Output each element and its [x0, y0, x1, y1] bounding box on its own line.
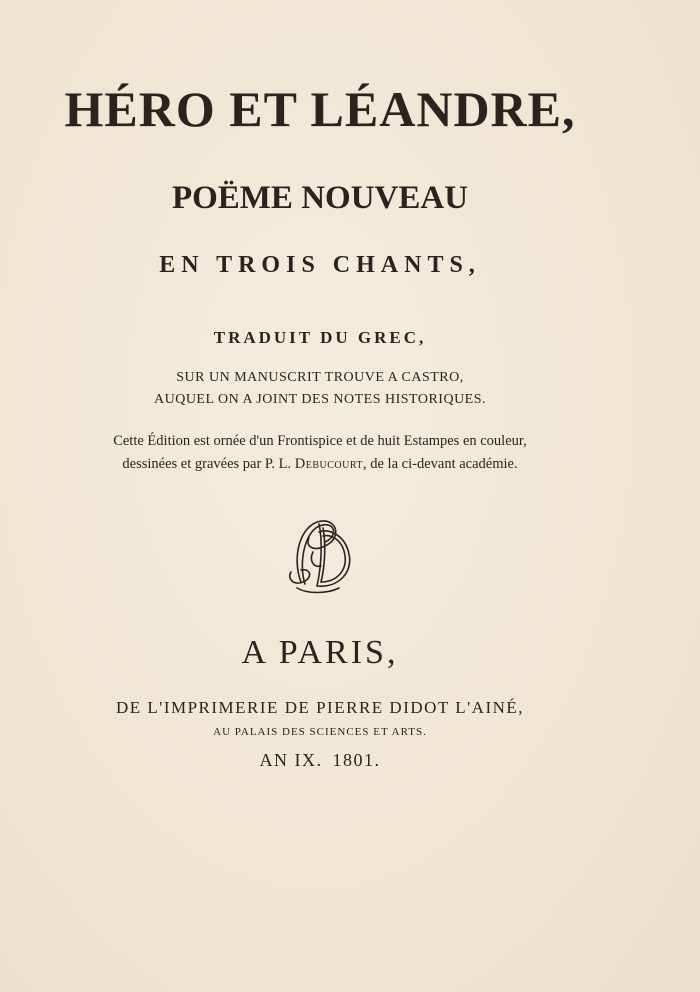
- printer-line: DE L'IMPRIMERIE DE PIERRE DIDOT L'AINÉ,: [115, 698, 525, 717]
- subtitle: POËME NOUVEAU: [171, 180, 469, 216]
- chants-line: EN TROIS CHANTS,: [159, 252, 481, 278]
- edition-line-2: [0, 456, 640, 473]
- engraver-name: Debucourt: [294, 456, 363, 472]
- book-title: HÉRO ET LÉANDRE,: [64, 81, 576, 137]
- notes-line: AUQUEL ON A JOINT DES NOTES HISTORIQUES.: [153, 392, 487, 407]
- manuscript-line: SUR UN MANUSCRIT TROUVE A CASTRO,: [176, 370, 464, 385]
- publication-place: A PARIS,: [241, 634, 399, 671]
- edition-line-2-suffix: , de la ci-devant académie.: [363, 456, 518, 472]
- republican-year: AN IX.: [259, 750, 323, 770]
- monogram-icon: [283, 512, 357, 596]
- publication-date: [0, 750, 640, 771]
- edition-line-2-prefix: dessinées et gravées par P. L.: [122, 456, 292, 472]
- monogram-ornament: [283, 512, 357, 596]
- edition-line-1: Cette Édition est ornée d'un Frontispice et de huit Estampes en couleur,: [113, 433, 527, 449]
- translation-note: TRADUIT DU GREC,: [213, 328, 427, 347]
- gregorian-year: 1801.: [332, 750, 381, 770]
- printer-address: AU PALAIS DES SCIENCES ET ARTS.: [213, 726, 427, 738]
